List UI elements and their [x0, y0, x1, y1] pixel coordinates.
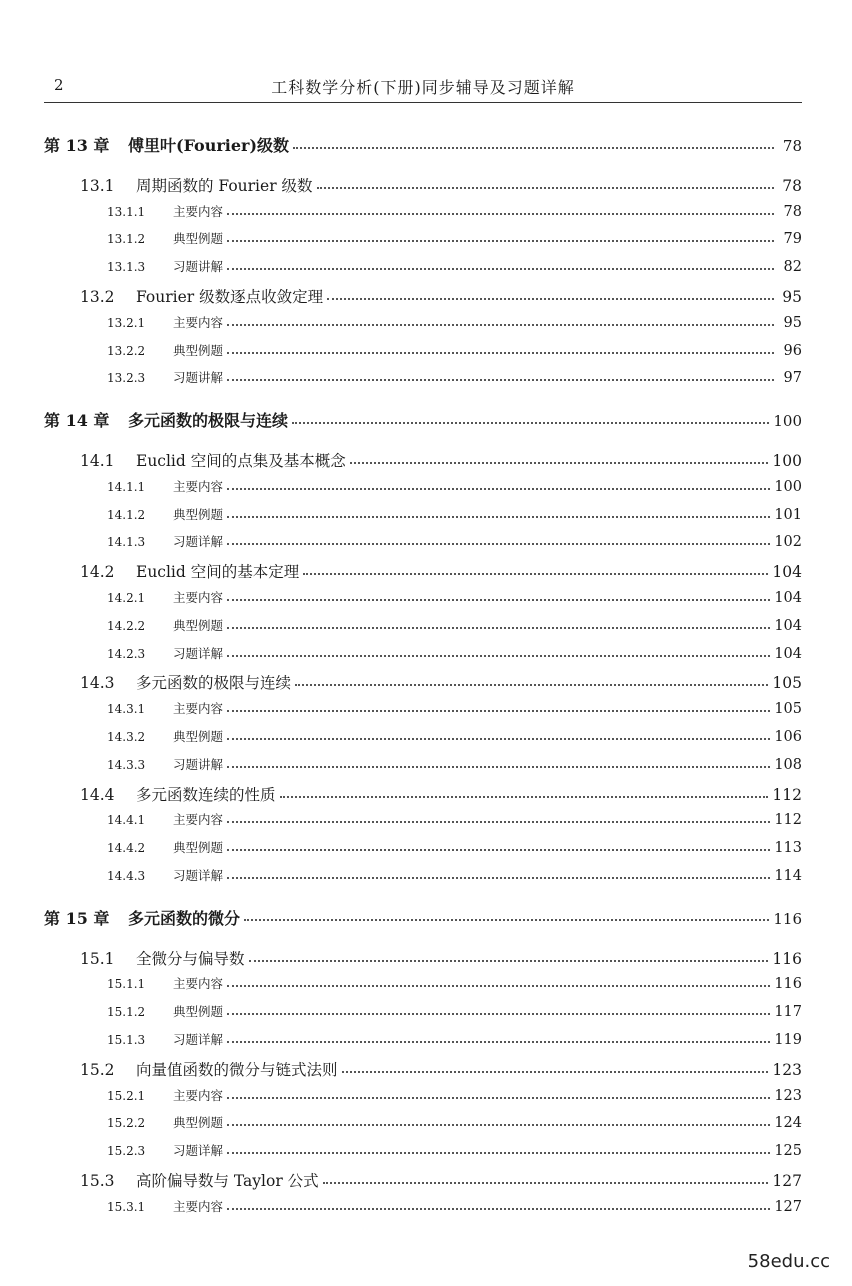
entry-page-number: 104	[774, 617, 802, 634]
toc-subsection-entry[interactable]	[107, 341, 802, 359]
entry-title: 全微分与偏导数	[136, 949, 245, 968]
page-number: 2	[54, 76, 64, 94]
dot-leader	[227, 985, 770, 987]
toc-chapter-entry[interactable]	[44, 906, 802, 929]
toc-subsection-entry[interactable]	[107, 727, 802, 745]
entry-page-number: 117	[774, 1004, 802, 1021]
entry-page-number: 127	[774, 1198, 802, 1215]
entry-number: 14.2.2	[107, 618, 146, 633]
entry-page-number: 113	[774, 840, 802, 857]
entry-title: 习题详解	[173, 645, 224, 661]
dot-leader	[227, 849, 770, 851]
entry-title: 多元函数连续的性质	[136, 785, 276, 804]
dot-leader	[227, 710, 770, 712]
toc-section-entry[interactable]	[80, 1058, 802, 1080]
entry-number: 13.2.1	[107, 315, 146, 330]
dot-leader	[323, 1182, 769, 1184]
entry-page-number: 123	[772, 1060, 802, 1079]
toc-subsection-entry[interactable]	[107, 644, 802, 662]
toc-section-entry[interactable]	[80, 947, 802, 969]
toc-chapter-entry[interactable]	[44, 133, 802, 156]
entry-number: 14.4.3	[107, 869, 146, 883]
entry-number: 14.2.1	[107, 591, 146, 605]
entry-number: 13.1.2	[107, 232, 146, 247]
book-title: 工科数学分析(下册)同步辅导及习题详解	[271, 78, 575, 97]
entry-title: 多元函数的极限与连续	[136, 674, 292, 693]
entry-title: 主要内容	[173, 701, 224, 717]
dot-leader	[227, 352, 774, 354]
dot-leader	[227, 379, 774, 381]
entry-number: 14.3.1	[107, 702, 146, 717]
entry-title: 习题详解	[173, 868, 224, 883]
entry-number: 15.1.3	[107, 1033, 146, 1047]
watermark: 58edu.cc	[747, 1251, 830, 1272]
dot-leader	[317, 187, 774, 189]
entry-number: 15.1	[80, 949, 115, 968]
entry-title: 典型例题	[173, 840, 224, 856]
toc-chapter-entry[interactable]	[44, 408, 802, 431]
entry-title: 傅里叶(Fourier)级数	[128, 136, 290, 155]
dot-leader	[227, 821, 770, 823]
dot-leader	[227, 627, 770, 629]
running-header	[44, 70, 802, 103]
entry-page-number: 116	[772, 949, 802, 968]
entry-title: 主要内容	[173, 478, 224, 494]
dot-leader	[227, 738, 770, 740]
toc-section-entry[interactable]	[80, 285, 802, 307]
entry-page-number: 105	[774, 701, 802, 718]
dot-leader	[292, 422, 769, 424]
toc-subsection-entry[interactable]	[107, 588, 802, 606]
dot-leader	[227, 324, 774, 326]
entry-number: 14.1.1	[107, 479, 146, 494]
toc-subsection-entry[interactable]	[107, 313, 802, 331]
entry-page-number: 119	[774, 1032, 802, 1048]
entry-number: 13.2	[80, 288, 115, 306]
entry-page-number: 96	[783, 342, 802, 359]
entry-title: 主要内容	[173, 976, 224, 992]
dot-leader	[303, 573, 768, 575]
entry-title: 多元函数的微分	[128, 908, 241, 928]
dot-leader	[227, 268, 774, 270]
entry-number: 14.3.2	[107, 730, 146, 744]
toc-subsection-entry[interactable]	[107, 1002, 802, 1020]
toc-subsection-entry[interactable]	[107, 532, 802, 550]
toc-subsection-entry[interactable]	[107, 1030, 802, 1048]
dot-leader	[227, 1208, 770, 1210]
entry-number: 14.3.3	[107, 757, 146, 772]
entry-title: 典型例题	[173, 1115, 224, 1131]
entry-page-number: 82	[783, 259, 802, 276]
toc-subsection-entry[interactable]	[107, 257, 802, 275]
entry-number: 15.2.3	[107, 1144, 146, 1159]
entry-number: 13.2.3	[107, 371, 146, 386]
entry-number: 13.2.2	[107, 343, 146, 358]
entry-number: 14.4.1	[107, 813, 146, 828]
dot-leader	[227, 488, 770, 490]
toc-section-entry[interactable]	[80, 174, 802, 196]
entry-page-number: 106	[774, 729, 802, 745]
entry-title: 主要内容	[173, 590, 224, 605]
entry-number: 14.2	[80, 563, 115, 582]
dot-leader	[342, 1071, 769, 1073]
toc-subsection-entry[interactable]	[107, 838, 802, 856]
entry-number: 14.4.2	[107, 841, 146, 856]
entry-title: 习题讲解	[173, 370, 224, 386]
entry-page-number: 116	[773, 909, 802, 928]
toc-subsection-entry[interactable]	[107, 202, 802, 220]
entry-page-number: 78	[783, 203, 802, 220]
entry-number: 14.1.3	[107, 535, 146, 550]
toc-subsection-entry[interactable]	[107, 699, 802, 717]
toc-section-entry[interactable]	[80, 671, 802, 693]
entry-title: 主要内容	[173, 1198, 224, 1214]
entry-page-number: 116	[774, 976, 802, 993]
dot-leader	[227, 516, 770, 518]
toc-section-entry[interactable]	[80, 1169, 802, 1191]
entry-number: 15.2	[80, 1060, 115, 1079]
entry-page-number: 102	[774, 534, 802, 551]
entry-title: 典型例题	[173, 729, 224, 744]
entry-title: 典型例题	[173, 1004, 224, 1020]
entry-page-number: 100	[774, 478, 802, 495]
dot-leader	[227, 240, 774, 242]
entry-title: 主要内容	[173, 203, 224, 219]
entry-title: 习题详解	[173, 534, 224, 550]
entry-title: 习题讲解	[173, 756, 224, 772]
toc-subsection-entry[interactable]	[107, 616, 802, 634]
toc-section-entry[interactable]	[80, 449, 802, 471]
entry-page-number: 127	[772, 1172, 802, 1190]
entry-title: 主要内容	[173, 1087, 224, 1103]
entry-page-number: 101	[774, 506, 802, 523]
toc-subsection-entry[interactable]	[107, 1113, 802, 1131]
dot-leader	[327, 298, 774, 300]
toc-subsection-entry[interactable]	[107, 477, 802, 495]
dot-leader	[350, 462, 769, 464]
entry-page-number: 108	[774, 756, 802, 773]
toc-subsection-entry[interactable]	[107, 229, 802, 247]
entry-page-number: 79	[783, 231, 802, 248]
entry-number: 13.1.3	[107, 260, 146, 275]
dot-leader	[227, 1152, 770, 1154]
entry-title: 典型例题	[173, 342, 224, 358]
entry-title: 主要内容	[173, 314, 224, 330]
entry-page-number: 123	[774, 1087, 802, 1104]
entry-number: 15.1.1	[107, 977, 146, 992]
toc-section-entry[interactable]	[80, 783, 802, 805]
entry-number: 第 13 章	[44, 136, 110, 155]
entry-title: 典型例题	[173, 231, 224, 247]
entry-title: Fourier 级数逐点收敛定理	[136, 288, 324, 306]
entry-number: 13.1	[80, 176, 115, 195]
entry-page-number: 78	[782, 137, 802, 155]
entry-number: 14.3	[80, 674, 115, 693]
entry-page-number: 100	[772, 452, 802, 470]
dot-leader	[293, 147, 774, 149]
entry-number: 15.1.2	[107, 1005, 146, 1020]
dot-leader	[227, 1097, 770, 1099]
dot-leader	[227, 877, 770, 879]
entry-page-number: 105	[772, 674, 802, 693]
dot-leader	[244, 919, 769, 921]
entry-page-number: 125	[774, 1143, 802, 1160]
entry-number: 14.1	[80, 452, 115, 470]
toc-subsection-entry[interactable]	[107, 1197, 802, 1215]
toc-subsection-entry[interactable]	[107, 755, 802, 773]
entry-title: 多元函数的极限与连续	[128, 411, 289, 431]
entry-title: 主要内容	[173, 812, 224, 828]
entry-title: 向量值函数的微分与链式法则	[136, 1060, 338, 1079]
dot-leader	[227, 655, 770, 657]
dot-leader	[227, 766, 770, 768]
entry-number: 第 14 章	[44, 411, 110, 431]
dot-leader	[227, 1013, 770, 1015]
entry-title: 习题详解	[173, 1032, 224, 1047]
dot-leader	[227, 213, 774, 215]
entry-number: 15.2.1	[107, 1088, 146, 1103]
entry-title: Euclid 空间的基本定理	[136, 563, 300, 582]
entry-page-number: 104	[772, 563, 802, 582]
entry-page-number: 97	[783, 370, 802, 387]
entry-number: 15.3.1	[107, 1199, 146, 1214]
entry-title: 高阶偏导数与 Taylor 公式	[136, 1172, 319, 1190]
entry-title: 习题讲解	[173, 259, 224, 275]
toc-subsection-entry[interactable]	[107, 810, 802, 828]
toc-subsection-entry[interactable]	[107, 1141, 802, 1159]
dot-leader	[249, 960, 769, 962]
entry-page-number: 78	[782, 176, 802, 195]
dot-leader	[227, 1041, 770, 1043]
entry-page-number: 114	[774, 868, 802, 884]
entry-page-number: 104	[774, 590, 802, 606]
entry-page-number: 95	[782, 288, 802, 306]
dot-leader	[227, 599, 770, 601]
entry-number: 15.2.2	[107, 1116, 146, 1131]
dot-leader	[227, 543, 770, 545]
entry-title: 习题详解	[173, 1143, 224, 1159]
entry-number: 14.2.3	[107, 646, 146, 661]
entry-page-number: 112	[772, 785, 802, 804]
entry-number: 14.1.2	[107, 507, 146, 522]
entry-page-number: 100	[773, 412, 802, 431]
entry-title: 典型例题	[173, 617, 224, 633]
toc-subsection-entry[interactable]	[107, 866, 802, 884]
entry-number: 13.1.1	[107, 204, 146, 219]
entry-title: 典型例题	[173, 506, 224, 522]
toc-subsection-entry[interactable]	[107, 368, 802, 386]
toc-section-entry[interactable]	[80, 560, 802, 582]
entry-number: 15.3	[80, 1172, 115, 1190]
dot-leader	[295, 684, 768, 686]
toc-subsection-entry[interactable]	[107, 974, 802, 992]
entry-number: 第 15 章	[44, 908, 110, 928]
entry-title: Euclid 空间的点集及基本概念	[136, 452, 346, 470]
toc-subsection-entry[interactable]	[107, 505, 802, 523]
entry-page-number: 95	[783, 314, 802, 331]
entry-page-number: 112	[774, 812, 802, 829]
entry-page-number: 104	[774, 645, 802, 662]
dot-leader	[280, 796, 769, 798]
entry-title: 周期函数的 Fourier 级数	[136, 176, 313, 195]
dot-leader	[227, 1124, 770, 1126]
entry-page-number: 124	[774, 1115, 802, 1132]
entry-number: 14.4	[80, 785, 115, 804]
toc-subsection-entry[interactable]	[107, 1086, 802, 1104]
